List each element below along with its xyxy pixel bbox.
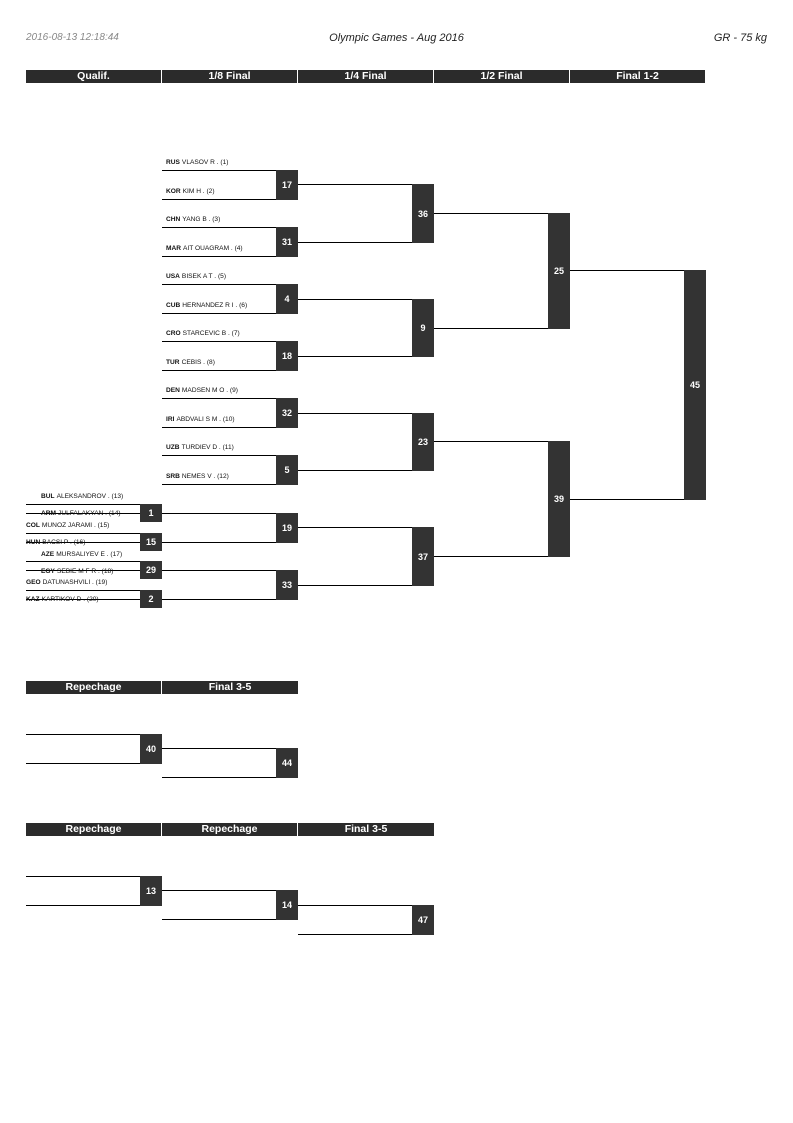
bout-number: 9 <box>412 299 434 357</box>
athlete-country: MAR <box>166 245 182 252</box>
athlete-country: EGY <box>41 568 55 575</box>
column-header: Repechage <box>162 823 298 836</box>
athlete-name: BACSI P . (16) <box>42 539 86 546</box>
repechage1-header <box>26 681 298 694</box>
athlete-name: AIT OUAGRAM . (4) <box>183 245 243 252</box>
athlete-entry <box>166 245 243 252</box>
athlete-country: CRO <box>166 330 181 337</box>
bout-number: 29 <box>140 561 162 579</box>
column-header: Final 3-5 <box>298 823 434 836</box>
bout-number: 15 <box>140 533 162 551</box>
bout-number: 17 <box>276 170 298 200</box>
athlete-entry <box>26 539 85 546</box>
bout-number: 36 <box>412 184 434 243</box>
athlete-entry <box>166 273 226 280</box>
athlete-name: DATUNASHVILI . (19) <box>42 579 108 586</box>
bout-number: 4 <box>276 284 298 314</box>
bout-number: 19 <box>276 513 298 543</box>
column-header: 1/4 Final <box>298 70 434 83</box>
athlete-name: ALEKSANDROV . (13) <box>56 493 124 500</box>
athlete-name: NEMES V . (12) <box>181 473 229 480</box>
bout-number: 18 <box>276 341 298 371</box>
athlete-entry <box>26 522 109 529</box>
athlete-name: MUNOZ JARAMI . (15) <box>41 522 110 529</box>
bout-number: 25 <box>548 213 570 329</box>
column-header: Qualif. <box>26 70 162 83</box>
weight-category: GR - 75 kg <box>713 32 767 44</box>
column-header: Final 1-2 <box>570 70 705 83</box>
athlete-country: GEO <box>26 579 41 586</box>
bracket-line <box>26 590 140 591</box>
bout-number: 39 <box>548 441 570 557</box>
main-bracket-header <box>26 70 705 83</box>
athlete-country: RUS <box>166 159 180 166</box>
athlete-country: COL <box>26 522 40 529</box>
athlete-country: KAZ <box>26 596 40 603</box>
athlete-entry <box>166 188 215 195</box>
bout-number: 44 <box>276 748 298 778</box>
athlete-entry <box>166 216 220 223</box>
repechage2-header <box>26 823 434 836</box>
bout-number: 23 <box>412 413 434 471</box>
athlete-country: UZB <box>166 444 180 451</box>
athlete-name: VLASOV R . (1) <box>181 159 229 166</box>
bout-number: 32 <box>276 398 298 428</box>
athlete-entry <box>41 568 113 575</box>
column-header: Repechage <box>26 681 162 694</box>
bout-number: 33 <box>276 570 298 600</box>
athlete-name: TURDIEV D . (11) <box>181 444 234 451</box>
athlete-country: USA <box>166 273 180 280</box>
athlete-name: STARCEVIC B . (7) <box>182 330 240 337</box>
athlete-country: IRI <box>166 416 175 423</box>
athlete-country: CUB <box>166 302 181 309</box>
bout-number: 13 <box>140 876 162 906</box>
bracket-line <box>26 533 140 534</box>
athlete-entry <box>26 596 99 603</box>
athlete-name: BISEK A T . (5) <box>181 273 227 280</box>
bout-number: 47 <box>412 905 434 935</box>
athlete-entry <box>166 416 235 423</box>
bout-number: 14 <box>276 890 298 920</box>
athlete-entry <box>41 493 123 500</box>
column-header: 1/2 Final <box>434 70 570 83</box>
column-header: Repechage <box>26 823 162 836</box>
athlete-entry <box>166 444 234 451</box>
athlete-name: MADSEN M O . (9) <box>181 387 238 394</box>
athlete-entry <box>166 473 229 480</box>
bout-number: 1 <box>140 504 162 522</box>
athlete-name: YANG B . (3) <box>182 216 221 223</box>
print-timestamp: 2016-08-13 12:18:44 <box>26 32 119 43</box>
athlete-country: HUN <box>26 539 41 546</box>
athlete-entry <box>41 551 122 558</box>
athlete-entry <box>26 579 107 586</box>
bout-number: 40 <box>140 734 162 764</box>
athlete-country: ARM <box>41 510 57 517</box>
bout-number: 2 <box>140 590 162 608</box>
athlete-name: KARTIKOV D . (20) <box>41 596 99 603</box>
athlete-name: SEBIE M F R . (18) <box>56 568 114 575</box>
athlete-name: HERNANDEZ R I . (6) <box>182 302 248 309</box>
bracket-line <box>26 561 140 562</box>
athlete-name: ABDVALI S M . (10) <box>176 416 235 423</box>
athlete-entry <box>166 359 215 366</box>
event-title: Olympic Games - Aug 2016 <box>329 32 464 44</box>
athlete-name: MURSALIYEV E . (17) <box>56 551 123 558</box>
bout-number: 5 <box>276 455 298 485</box>
athlete-name: KIM H . (2) <box>182 188 215 195</box>
athlete-entry <box>41 510 121 517</box>
column-header: 1/8 Final <box>162 70 298 83</box>
athlete-entry <box>166 302 247 309</box>
athlete-country: AZE <box>41 551 55 558</box>
bout-number: 37 <box>412 527 434 586</box>
athlete-country: TUR <box>166 359 180 366</box>
athlete-entry <box>166 387 238 394</box>
athlete-country: DEN <box>166 387 180 394</box>
athlete-country: KOR <box>166 188 181 195</box>
bout-number: 31 <box>276 227 298 257</box>
athlete-name: JULFALAKYAN . (14) <box>58 510 121 517</box>
athlete-country: SRB <box>166 473 180 480</box>
athlete-country: BUL <box>41 493 55 500</box>
athlete-name: CEBIS . (8) <box>181 359 215 366</box>
athlete-entry <box>166 159 228 166</box>
athlete-entry <box>166 330 240 337</box>
athlete-country: CHN <box>166 216 181 223</box>
column-header: Final 3-5 <box>162 681 298 694</box>
bout-number: 45 <box>684 270 706 500</box>
bracket-line <box>26 504 140 505</box>
